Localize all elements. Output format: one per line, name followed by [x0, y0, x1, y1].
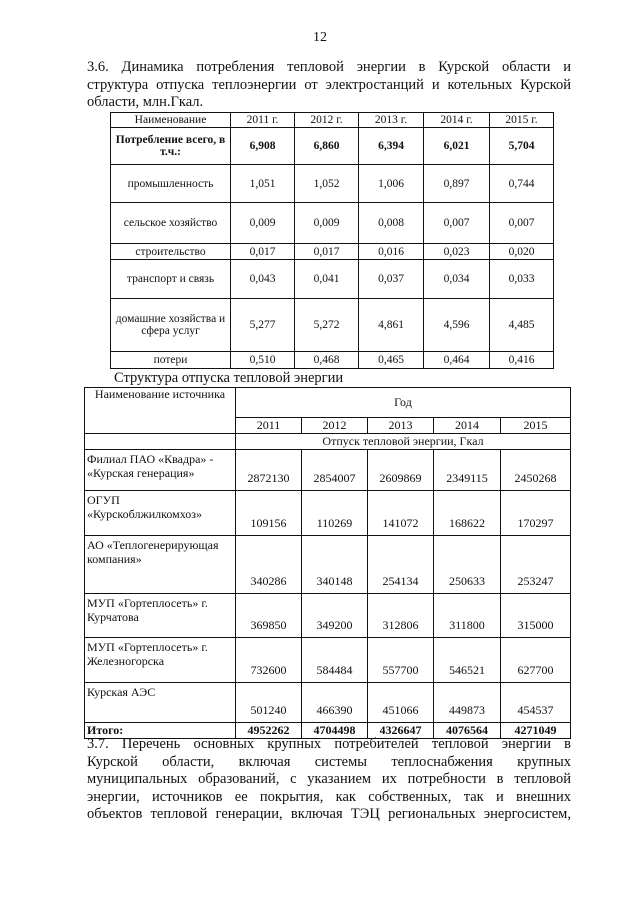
- table-cell: 2872130: [236, 450, 302, 491]
- table-cell: 4952262: [236, 723, 302, 739]
- table-cell: 5,277: [231, 299, 295, 352]
- table-row: [111, 260, 554, 299]
- table-cell: 4,485: [490, 299, 554, 352]
- table-cell: 0,041: [295, 260, 359, 299]
- table-cell: 627700: [501, 638, 571, 683]
- table-cell: 2450268: [501, 450, 571, 491]
- table-cell: 5,704: [490, 128, 554, 165]
- table-cell: 0,034: [424, 260, 490, 299]
- table-cell: 0,008: [359, 203, 424, 244]
- text-line: муниципальных образований, с указанием их потребности в тепловой: [87, 771, 571, 787]
- row-label: потери: [111, 352, 231, 369]
- table-row: [111, 299, 554, 352]
- column-header: 2013 г.: [359, 113, 424, 128]
- table-row: [111, 203, 554, 244]
- table-cell: 4271049: [501, 723, 571, 739]
- table-cell: 170297: [501, 491, 571, 536]
- table-cell: 5,272: [295, 299, 359, 352]
- table-cell: 1,051: [231, 165, 295, 203]
- column-header: 2014 г.: [424, 113, 490, 128]
- row-label: строительство: [111, 244, 231, 260]
- table-cell: 0,016: [359, 244, 424, 260]
- table-cell: 0,043: [231, 260, 295, 299]
- table-cell: 250633: [434, 536, 501, 594]
- table-cell: 0,033: [490, 260, 554, 299]
- year-header: 2013: [368, 418, 434, 434]
- column-header: Наименование: [111, 113, 231, 128]
- row-label: сельское хозяйство: [111, 203, 231, 244]
- unit-label: Отпуск тепловой энергии, Гкал: [236, 434, 571, 450]
- table-cell: 0,017: [295, 244, 359, 260]
- empty-cell: [85, 434, 236, 450]
- table-cell: 0,023: [424, 244, 490, 260]
- table-row: [111, 165, 554, 203]
- table-cell: 0,468: [295, 352, 359, 369]
- table-cell: 141072: [368, 491, 434, 536]
- table-header-row: [85, 388, 571, 418]
- table-cell: 584484: [302, 638, 368, 683]
- total-label: Итого:: [85, 723, 236, 739]
- table-cell: 466390: [302, 683, 368, 723]
- table-cell: 4704498: [302, 723, 368, 739]
- table-cell: 349200: [302, 594, 368, 638]
- text-line: объектов тепловой генерации, включая ТЭЦ региональных энергосистем,: [87, 806, 571, 822]
- table-cell: 0,416: [490, 352, 554, 369]
- table-cell: 449873: [434, 683, 501, 723]
- table-cell: 0,744: [490, 165, 554, 203]
- year-header: 2011: [236, 418, 302, 434]
- column-header: 2012 г.: [295, 113, 359, 128]
- table-cell: 0,465: [359, 352, 424, 369]
- table-cell: 2349115: [434, 450, 501, 491]
- year-group-header: Год: [236, 388, 571, 418]
- table-cell: 311800: [434, 594, 501, 638]
- source-name: АО «Теплогенерирующая компания»: [85, 536, 236, 594]
- supply-table: [84, 387, 571, 739]
- row-label: транспорт и связь: [111, 260, 231, 299]
- table-cell: 0,510: [231, 352, 295, 369]
- column-header: 2015 г.: [490, 113, 554, 128]
- table-cell: 340286: [236, 536, 302, 594]
- table-cell: 6,021: [424, 128, 490, 165]
- table-cell: 110269: [302, 491, 368, 536]
- table-cell: 0,007: [490, 203, 554, 244]
- table-row: [85, 491, 571, 536]
- text-line: 3.7. Перечень основных крупных потребителей тепловой энергии в: [87, 736, 571, 752]
- table-header-row: [111, 113, 554, 128]
- table-cell: 6,394: [359, 128, 424, 165]
- row-label: промышленность: [111, 165, 231, 203]
- text-line: структура отпуска теплоэнергии от электростанций и котельных Курской: [87, 76, 571, 93]
- table-cell: 0,020: [490, 244, 554, 260]
- supply-table-caption: Структура отпуска тепловой энергии: [114, 370, 344, 386]
- table-cell: 454537: [501, 683, 571, 723]
- table-cell: 4076564: [434, 723, 501, 739]
- table-cell: 0,897: [424, 165, 490, 203]
- year-header: 2014: [434, 418, 501, 434]
- table-cell: 6,908: [231, 128, 295, 165]
- consumption-table: [110, 112, 554, 369]
- text-line: энергии, источников ее покрытия, как собственных, так и внешних: [87, 788, 571, 805]
- unit-row: [85, 434, 571, 450]
- source-name: ОГУП «Курскоблжилкомхоз»: [85, 491, 236, 536]
- year-header: 2015: [501, 418, 571, 434]
- table-cell: 254134: [368, 536, 434, 594]
- source-name: Курская АЭС: [85, 683, 236, 723]
- text-line: 3.6. Динамика потребления тепловой энергии в Курской области и: [87, 59, 571, 75]
- section-3-7-paragraph: [87, 736, 571, 824]
- table-row: [85, 683, 571, 723]
- table-cell: 1,006: [359, 165, 424, 203]
- table-row: [85, 594, 571, 638]
- table-cell: 369850: [236, 594, 302, 638]
- source-name: Филиал ПАО «Квадра» - «Курская генерация»: [85, 450, 236, 491]
- source-column-header: Наименование источника: [85, 388, 236, 434]
- table-cell: 109156: [236, 491, 302, 536]
- column-header: 2011 г.: [231, 113, 295, 128]
- table-cell: 4326647: [368, 723, 434, 739]
- table-cell: 4,861: [359, 299, 424, 352]
- table-cell: 315000: [501, 594, 571, 638]
- page-number: 12: [313, 30, 327, 45]
- source-name: МУП «Гортеплосеть» г. Железногорска: [85, 638, 236, 683]
- table-cell: 340148: [302, 536, 368, 594]
- source-name: МУП «Гортеплосеть» г. Курчатова: [85, 594, 236, 638]
- table-cell: 4,596: [424, 299, 490, 352]
- row-label: домашние хозяйства и сфера услуг: [111, 299, 231, 352]
- table-cell: 1,052: [295, 165, 359, 203]
- table-cell: 501240: [236, 683, 302, 723]
- table-row: [85, 638, 571, 683]
- table-cell: 2609869: [368, 450, 434, 491]
- table-cell: 732600: [236, 638, 302, 683]
- table-cell: 557700: [368, 638, 434, 683]
- table-cell: 6,860: [295, 128, 359, 165]
- table-cell: 0,007: [424, 203, 490, 244]
- table-cell: 0,037: [359, 260, 424, 299]
- row-label: Потребление всего, в т.ч.:: [111, 128, 231, 165]
- table-row: [85, 450, 571, 491]
- table-cell: 2854007: [302, 450, 368, 491]
- table-row: [111, 352, 554, 369]
- table-cell: 168622: [434, 491, 501, 536]
- table-cell: 0,009: [231, 203, 295, 244]
- text-line: Курской области, включая системы теплоснабжения крупных: [87, 753, 571, 770]
- table-cell: 0,464: [424, 352, 490, 369]
- table-cell: 0,009: [295, 203, 359, 244]
- table-cell: 451066: [368, 683, 434, 723]
- table-row: [111, 244, 554, 260]
- year-header: 2012: [302, 418, 368, 434]
- table-cell: 312806: [368, 594, 434, 638]
- text-line: области, млн.Гкал.: [87, 94, 204, 110]
- table-cell: 253247: [501, 536, 571, 594]
- table-row: [85, 536, 571, 594]
- table-cell: 0,017: [231, 244, 295, 260]
- table-cell: 546521: [434, 638, 501, 683]
- table-row: [111, 128, 554, 165]
- section-3-6-heading: [87, 59, 571, 112]
